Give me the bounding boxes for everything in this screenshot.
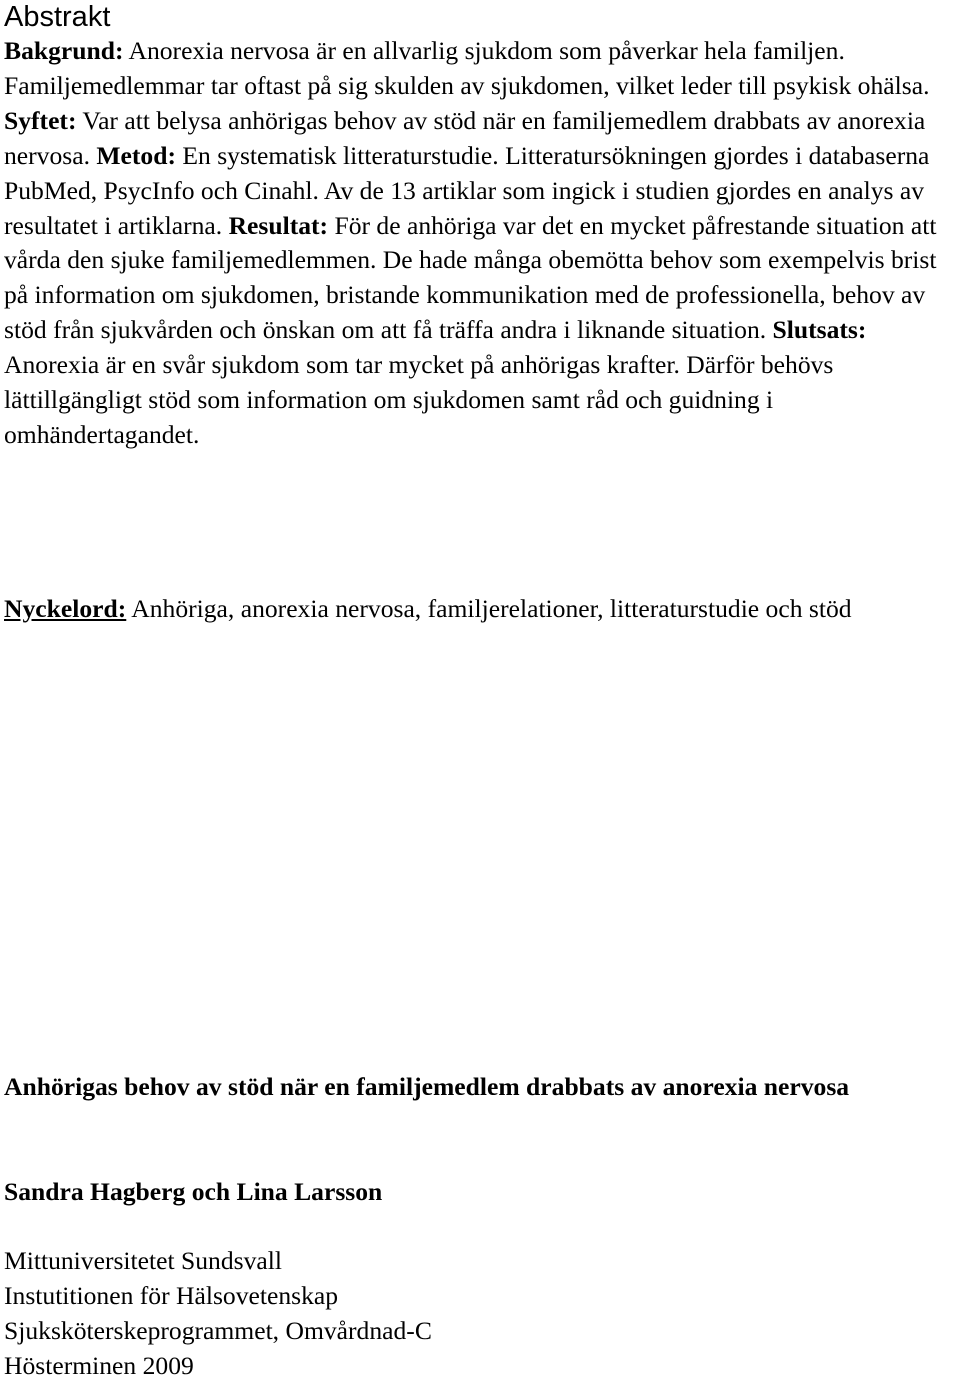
result-text: För de anhöriga var det en mycket påfrestande situation att vårda den sjuke familjemedlemmen. De hade många obemötta behov som exempelvis brist på information om sjukdomen, bristande kommunikation med de professionella, behov av stöd från sjukvården och önskan om att få träffa andra i liknande situation. bbox=[4, 210, 937, 345]
department-line: Instutitionen för Hälsovetenskap bbox=[4, 1280, 339, 1310]
term-line: Hösterminen 2009 bbox=[4, 1350, 194, 1380]
background-label: Bakgrund: bbox=[4, 36, 124, 65]
conclusion-label: Slutsats: bbox=[772, 315, 867, 345]
aim-text: Var att belysa anhörigas behov av stöd när en familjemedlem drabbats av anorexia nervosa. bbox=[4, 105, 926, 170]
keywords-text: Anhöriga, anorexia nervosa, familjerelationer, litteraturstudie och stöd bbox=[126, 594, 852, 623]
background-text: Anorexia nervosa är en allvarlig sjukdom som påverkar hela familjen. Familjemedlemmar tar oftast på sig skulden av sjukdomen, vilket leder till psykisk ohälsa. bbox=[4, 36, 930, 100]
abstract-body bbox=[4, 34, 956, 453]
method-text: En systematisk litteraturstudie. Litteratursökningen gjordes i databaserna PubMed, PsycInfo och Cinahl. Av de 13 artiklar som ingick i studien gjordes en analys av resultatet i artiklarna. bbox=[4, 140, 930, 240]
abstract-heading: Abstrakt bbox=[4, 1, 111, 33]
affiliation-block bbox=[4, 1244, 432, 1384]
keywords-label: Nyckelord: bbox=[4, 594, 127, 623]
university-line: Mittuniversitetet Sundsvall bbox=[4, 1246, 282, 1275]
conclusion-text: Anorexia är en svår sjukdom som tar mycket på anhörigas krafter. Därför behövs lättillgängligt stöd som information om sjukdomen samt råd och guidning i omhändertagandet. bbox=[4, 350, 834, 449]
method-label: Metod: bbox=[96, 140, 176, 170]
thesis-title: Anhörigas behov av stöd när en familjemedlem drabbats av anorexia nervosa bbox=[4, 1072, 850, 1101]
thesis-authors: Sandra Hagberg och Lina Larsson bbox=[4, 1177, 383, 1206]
result-label: Resultat: bbox=[228, 210, 329, 240]
document-page bbox=[4, 0, 956, 1380]
keywords-paragraph bbox=[4, 592, 956, 627]
program-line: Sjuksköterskeprogrammet, Omvårdnad-C bbox=[4, 1315, 432, 1345]
aim-label: Syftet: bbox=[4, 105, 77, 135]
